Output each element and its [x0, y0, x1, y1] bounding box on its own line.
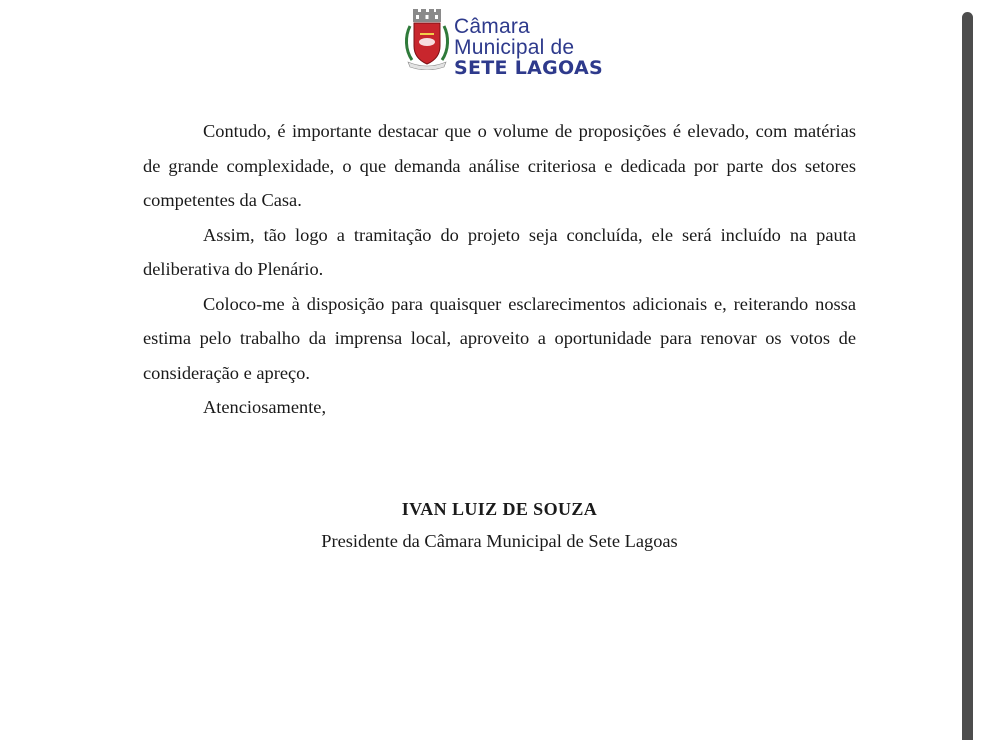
- logo-municipal-text: Municipal de: [454, 36, 575, 59]
- paragraph: Assim, tão logo a tramitação do projeto seja concluída, ele será incluído na pauta deliberativa do Plenário.: [143, 224, 856, 279]
- logo-wordmark: [454, 16, 603, 78]
- logo-camara-text: Câmara: [454, 15, 530, 38]
- letter-body: [143, 114, 856, 425]
- paragraph: Contudo, é importante destacar que o volume de proposições é elevado, com matérias de grande complexidade, o que demanda análise criteriosa e dedicada por parte dos setores competentes da Casa.: [143, 121, 856, 210]
- signatory-name: IVAN LUIZ DE SOUZA: [401, 499, 598, 519]
- closing-salutation: Atenciosamente,: [203, 397, 327, 417]
- chamber-logo: [404, 8, 614, 79]
- signatory-title: Presidente da Câmara Municipal de Sete Lagoas: [321, 531, 678, 551]
- signature-block: [143, 494, 856, 558]
- vertical-scrollbar[interactable]: [962, 12, 973, 740]
- coat-of-arms-icon: [404, 8, 450, 70]
- paragraph: Coloco-me à disposição para quaisquer esclarecimentos adicionais e, reiterando nossa estima pelo trabalho da imprensa local, aproveito a oportunidade para renovar os votos de consideração e apreço.: [143, 293, 856, 383]
- logo-city-text: SETE LAGOAS: [454, 57, 603, 79]
